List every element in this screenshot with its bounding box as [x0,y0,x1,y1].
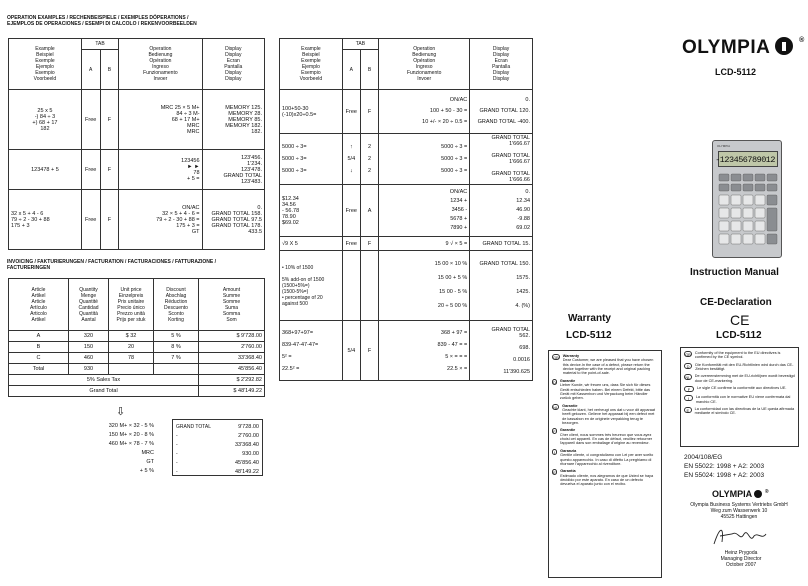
mid-col-tab: TAB [342,39,378,50]
en-standard-1: EN 55022: 1998 + A2: 2003 [684,463,765,470]
ce-declaration-title: CE-Declaration [700,297,772,308]
operation-table-middle [279,38,533,381]
table-row [9,342,265,353]
cell: A [9,331,69,342]
inv-head-unit: Unit price Einzelpreis Prix unitaire Precio único Prezzo unità Prijs per stuk [109,279,154,331]
mid-row1-ops: ON/AC 100 + 50 - 30 = 10 +/- × 20 ÷ 0.5 = [379,90,470,134]
flag-i-icon: I [684,395,693,401]
calc-brand-label: OLYMPIA [717,144,731,148]
ce-model: LCD-5112 [716,330,762,341]
directive: 2004/108/EG [684,454,723,461]
inv-head-discount: Discount Abschlag Réduction Descuento Sconto Korting [154,279,199,331]
calc-keypad [718,173,778,255]
signer-name: Heinz Prygoda [724,550,758,556]
warranty-model: LCD-5112 [566,330,612,341]
ce-item-text: La conformidad con las directivas de la UE queda afirmada mediante el símbolo CE. [694,406,795,416]
mid-row5-ops: 15 00 × 10 % 15 00 + 5 % 15 00 - 5 % 20 ÷ 5 00 % [379,251,470,321]
calculator-image [712,140,782,258]
cell: 2'760.00 [199,342,265,353]
invoice-calc-display [172,419,263,476]
mid-row2-b: 2 2 2 [360,134,378,185]
table-row [9,353,265,364]
warranty-item-head: Garantía [560,469,576,474]
calc-lcd [715,151,778,167]
mid-row4-ops: 9 √ × 5 = [379,237,470,251]
mid-row5-a [342,251,360,321]
invoicing-heading-2: FACTURERINGEN [7,265,51,271]
row1-a: Free [81,90,100,150]
mid-col-tab-b: B [360,50,378,90]
right-model: LCD-5112 [715,67,757,77]
mid-row3-ops: ON/AC 1234 + 3456 - 5678 + 7890 + [379,185,470,237]
ce-item [684,407,795,416]
ce-item [684,351,795,360]
cell [109,364,154,375]
row3-ops: ON/AC 32 × 5 + 4 - 6 = 79 ÷ 2 - 30 + 88 = 175 + 3 = GT [119,190,202,250]
mid-row1-display: 0. GRAND TOTAL 120. GRAND TOTAL -400. [470,90,533,134]
ce-item [684,363,795,372]
inv-head-amount: Amount Summe Somme Suma Somma Som [199,279,265,331]
warranty-item-text: Estimado cliente, nos alegramos de que Usted se haya decidido por este aparato. En caso de un defecto devuelva el aparato junto con el recibo. [560,473,654,487]
signed-date: October 2007 [725,562,757,568]
mid-row4-display: GRAND TOTAL 15. [470,237,533,251]
inv-head-qty: Quantity Menge Quantité Cantidad Quantità Aantal [69,279,109,331]
cell: 150 [69,342,109,353]
col-operation: Operation Bedienung Opération Ingreso Funzionamento Invoer [119,39,202,90]
signature-icon [710,524,770,550]
ce-box [680,347,799,447]
grand-total-value: $ 48'149.22 [199,386,265,397]
cell: 930 [69,364,109,375]
ce-item-text: Conformity of the equipment to the EU directives is confirmed by the CE symbol. [694,351,781,360]
col-tab: TAB [81,39,118,50]
row1-example: 25 x 5 -) 84 ÷ 3 +) 68 + 17 182 [9,90,82,150]
mid-row6-ops: 368 + 97 = 839 - 47 = = 5 × = = = 22.5 × = [379,321,470,381]
mid-row2-a: ↑ 5/4 ↓ [342,134,360,185]
invoice-table [8,278,265,397]
table-row [9,364,265,375]
row3-b: F [100,190,119,250]
invoicing-heading-1: INVOICING / FAKTURIERUNGEN / FACTURATION / FACTURACIONES / FATTURAZIONE / [7,259,216,265]
warranty-item [552,379,658,401]
grand-total-label: Grand Total [9,386,199,397]
mid-row2-example: 5000 ÷ 3= 5000 ÷ 3= 5000 ÷ 3= [280,134,343,185]
page-heading-1: OPERATION EXAMPLES / RECHENBEISPIELE / EXEMPLES DÓPERATIONS / [7,15,189,21]
mid-row5-example: • 10% of 1500 5% add-on of 1500 (1500+5%=) (1500-5%=) • percentage of 20 against 500 [280,251,343,321]
row1-ops: MRC 25 × 5 M+ 84 ÷ 3 M- 68 + 17 M+ MRC MRC [119,90,202,150]
ce-mark-icon: CE [730,312,750,328]
mid-col-operation: Operation Bedienung Opération Ingreso Funzionamento Invoer [379,39,470,90]
small-brand-name: OLYMPIA [712,489,752,499]
mid-row1-a: Free [342,90,360,134]
invoice-calc-ops: 320 M+ × 32 - 5 % 150 M+ × 20 - 8 % 460 M+ × 78 - 7 % MRC GT + 5 % [108,423,154,474]
mid-row4-b: F [360,237,378,251]
table-row [9,331,265,342]
inv-head-article: Article Artikel Article Artículo Articolo Artikel [9,279,69,331]
warranty-item-head: Garantie [559,428,576,433]
company-city: 45525 Hattingen [720,514,758,520]
row2-ops: 123456 ► ► 78 + 5 = [119,150,202,190]
flag-e-icon: E [684,407,692,413]
cell: 33'368.40 [199,353,265,364]
mid-row1-b: F [360,90,378,134]
col-example: Example Beispiel Exemple Ejemplo Esempio Voorbeeld [9,39,82,90]
cell: 20 [109,342,154,353]
mid-row3-a: Free [342,185,360,237]
company-street: Weg zum Wasserwerk 10 [710,508,768,514]
warranty-item-head: Garanzia [560,448,577,453]
invoice-calc-display-labels: GRAND TOTAL - - - - - [176,424,212,475]
cell: 45'856.40 [199,364,265,375]
cell: 7 % [154,353,199,364]
row2-example: 123478 + 5 [9,150,82,190]
warranty-item-text: Dear Customer, we are pleased that you have chosen this device.In the case of a defect, please return the device together with the receipt and original packing material to the point-of-sale. [562,358,654,376]
brand-i-icon [775,37,793,55]
calc-keys-icon [718,173,778,255]
mid-row3-example: $12.34 34.56 - 56.78 78.90 $69.02 [280,185,343,237]
warranty-item-text: Lieber Kunde, wir freuen uns, dass Sie sich für dieses Gerät entschieden haben. Bei einem Defekt, bitte das Gerät mit Kassenbon und Verpackung beim Händler zurück geben. [559,383,651,401]
ce-item-text: Le sigle CE confirme la conformité aux directives UE. [697,386,787,391]
mid-row6-b: F [360,321,378,381]
mid-row5-display: GRAND TOTAL 150. 1575. 1425. 4. (%) [470,251,533,321]
mid-row3-b: A [360,185,378,237]
warranty-title: Warranty [568,313,611,324]
ce-item [684,395,795,404]
instruction-manual-title: Instruction Manual [690,267,779,278]
warranty-item [552,449,658,466]
down-arrow-icon: ⇩ [116,406,126,418]
mid-row5-b [360,251,378,321]
mid-col-display: Display Display Ecran Pantalla Display Display [470,39,533,90]
small-registered-mark: ® [764,489,769,495]
ce-item [684,386,795,392]
cell: Total [9,364,69,375]
row2-b: F [100,150,119,190]
cell: 8 % [154,342,199,353]
flag-f-icon: F [553,429,556,435]
calc-lcd-digits: -123456789012 [715,155,775,165]
mid-row2-ops: 5000 ÷ 3 = 5000 ÷ 3 = 5000 ÷ 3 = [379,134,470,185]
cell: B [9,342,69,353]
flag-nl-icon: NL [553,404,559,410]
cell: 5 % [154,331,199,342]
mid-row1-example: 100+50-30 (-10)x20÷0.5= [280,90,343,134]
row3-example: 32 x 5 + 4 - 6 79 ÷ 2 - 30 + 88 175 + 3 [9,190,82,250]
company-name: Olympia Business Systems Vertriebs GmbH [690,502,788,508]
flag-f-icon: F [684,386,694,392]
row3-display: 0. GRAND TOTAL 158. GRAND TOTAL 97.5 GRAND TOTAL 178. 433.5 [202,190,264,250]
warranty-item-text: Cher client, nous sommes très heureux que vous ayez choisi cet appareil. En cas de défaut, veuillez retourner l'appareil dans son emballage d'origine au revendeur. [559,432,653,446]
flag-d-icon: D [553,379,556,385]
warranty-item [552,404,658,426]
brand-logo [682,37,805,59]
flag-i-icon: I [552,449,557,455]
warranty-item-head: Garantie [559,378,576,383]
cell: 78 [109,353,154,364]
flag-nl-icon: NL [685,375,691,381]
mid-row4-example: √9 X 5 [280,237,343,251]
col-display: Display Display Ecran Pantalla Display Display [202,39,264,90]
col-tab-b: B [100,50,119,90]
ce-item-text: La conformità con le normative EU viene confermata dal marchio CE. [695,395,791,404]
row1-b: F [100,90,119,150]
cell: 460 [69,353,109,364]
flag-gb-icon: GB [553,355,559,360]
signer-role: Managing Director [720,556,762,562]
brand-name: OLYMPIA [682,37,770,58]
warranty-item-head: Garantie [562,403,578,408]
flag-d-icon: D [684,363,692,369]
warranty-item [552,469,658,486]
mid-row4-a: Free [342,237,360,251]
cell: $ 9'728.00 [199,331,265,342]
cell: $ 32 [109,331,154,342]
small-brand-i-icon [754,490,762,498]
page-heading-2: EJEMPLOS DE OPERACIONES / ESEMPI DI CALCOLO / REKENVOORBEELDEN [7,21,197,27]
warranty-item-text: Gentile cliente, ci congratuliamo con Lei per aver scelto questo apparecchio. In caso di difetto La preghiamo di ritornare l'apparecchio al rivenditore. [560,453,654,466]
flag-gb-icon: GB [685,352,691,357]
row3-a: Free [81,190,100,250]
mid-row2-display: GRAND TOTAL 1'666.67 GRAND TOTAL 1'666.67 GRAND TOTAL 1'666.66 [470,134,533,185]
warranty-box [548,350,662,578]
ce-item-text: Die Konformität mit den EU-Richtlinien wird durch das CE-Zeichen bestätigt. [695,362,794,372]
sales-tax-value: $ 2'292.82 [199,375,265,386]
operation-table-left [8,38,265,250]
mid-row3-display: 0. 12.34 46.90 -9.88 69.02 [470,185,533,237]
sales-tax-label: 5% Sales Tax [9,375,199,386]
cell: C [9,353,69,364]
warranty-item [552,354,658,376]
row1-display: MEMORY 125. MEMORY 28. MEMORY 85. MEMORY 182. 182. [202,90,264,150]
registered-mark: ® [799,37,805,44]
cell: 320 [69,331,109,342]
mid-row6-example: 368+97+97= 839-47-47-47= 5² = 22.5² = [280,321,343,381]
ce-item [684,374,795,383]
row2-display: 123'456. 1'234. 123'478. GRAND TOTAL 123'483. [202,150,264,190]
warranty-item-text: Geachte klant, het verheugt ons dat u voor dit apparaat heeft gekozen. Gelieve het apparaat bij een defect met de kassabon en de originele verpakking terug te bezorgen. [562,407,655,426]
small-brand-logo [712,489,769,499]
mid-row6-display: GRAND TOTAL 562. 698. 0.0016 11'390.625 [470,321,533,381]
ce-item-text: De overeenstemming met de EU-richtlijnen wordt bevestigd door de CE-markering. [694,374,795,383]
mid-col-example: Example Beispiel Exemple Ejemplo Esempio Voorbeeld [280,39,343,90]
warranty-item-head: Warranty [562,354,580,358]
en-standard-2: EN 55024: 1998 + A2: 2003 [684,472,765,479]
invoice-calc-display-values: 9'728.00 2'760.00 33'368.40 930.00 45'856.40 48'149.22 [235,424,259,475]
row2-a: Free [81,150,100,190]
mid-col-tab-a: A [342,50,360,90]
mid-row6-a: 5/4 [342,321,360,381]
col-tab-a: A [81,50,100,90]
cell [154,364,199,375]
flag-e-icon: E [553,470,556,476]
warranty-item [552,428,658,445]
